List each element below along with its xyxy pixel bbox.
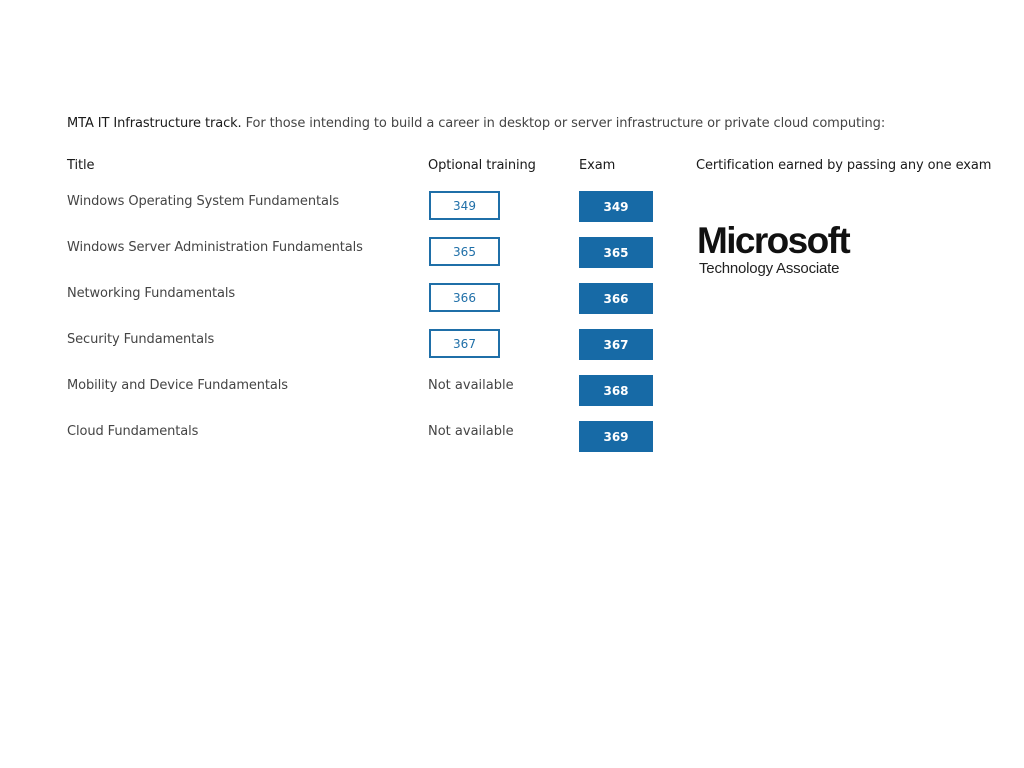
exam-button-369[interactable]: 369 bbox=[579, 421, 653, 452]
column-header-optional-training: Optional training bbox=[428, 158, 536, 173]
intro-body: For those intending to build a career in desktop or server infrastructure or private cloud computing: bbox=[241, 116, 886, 131]
exam-button-349[interactable]: 349 bbox=[579, 191, 653, 222]
table-row bbox=[0, 421, 700, 453]
training-button-365[interactable]: 365 bbox=[429, 237, 500, 266]
column-header-exam: Exam bbox=[579, 158, 616, 173]
training-button-366[interactable]: 366 bbox=[429, 283, 500, 312]
logo-subtitle: Technology Associate bbox=[699, 260, 840, 277]
exam-button-366[interactable]: 366 bbox=[579, 283, 653, 314]
row-title: Windows Operating System Fundamentals bbox=[67, 194, 340, 209]
training-button-349[interactable]: 349 bbox=[429, 191, 500, 220]
exam-button-367[interactable]: 367 bbox=[579, 329, 653, 360]
table-row bbox=[0, 283, 700, 315]
row-title: Security Fundamentals bbox=[67, 332, 215, 347]
table-row bbox=[0, 329, 700, 361]
training-button-367[interactable]: 367 bbox=[429, 329, 500, 358]
intro-lead: MTA IT Infrastructure track. bbox=[67, 116, 242, 131]
row-title: Networking Fundamentals bbox=[67, 286, 236, 301]
row-title: Cloud Fundamentals bbox=[67, 424, 199, 439]
table-row bbox=[0, 191, 700, 223]
row-title: Mobility and Device Fundamentals bbox=[67, 378, 288, 393]
training-not-available: Not available bbox=[428, 378, 514, 393]
microsoft-technology-associate-logo bbox=[697, 222, 849, 278]
column-header-certification: Certification earned by passing any one exam bbox=[696, 158, 992, 173]
table-row bbox=[0, 237, 700, 269]
table-row bbox=[0, 375, 700, 407]
exam-button-365[interactable]: 365 bbox=[579, 237, 653, 268]
logo-wordmark: Microsoft bbox=[697, 220, 850, 261]
exam-button-368[interactable]: 368 bbox=[579, 375, 653, 406]
intro-text bbox=[67, 116, 885, 131]
column-header-title: Title bbox=[67, 158, 95, 173]
row-title: Windows Server Administration Fundamentals bbox=[67, 240, 363, 255]
training-not-available: Not available bbox=[428, 424, 514, 439]
